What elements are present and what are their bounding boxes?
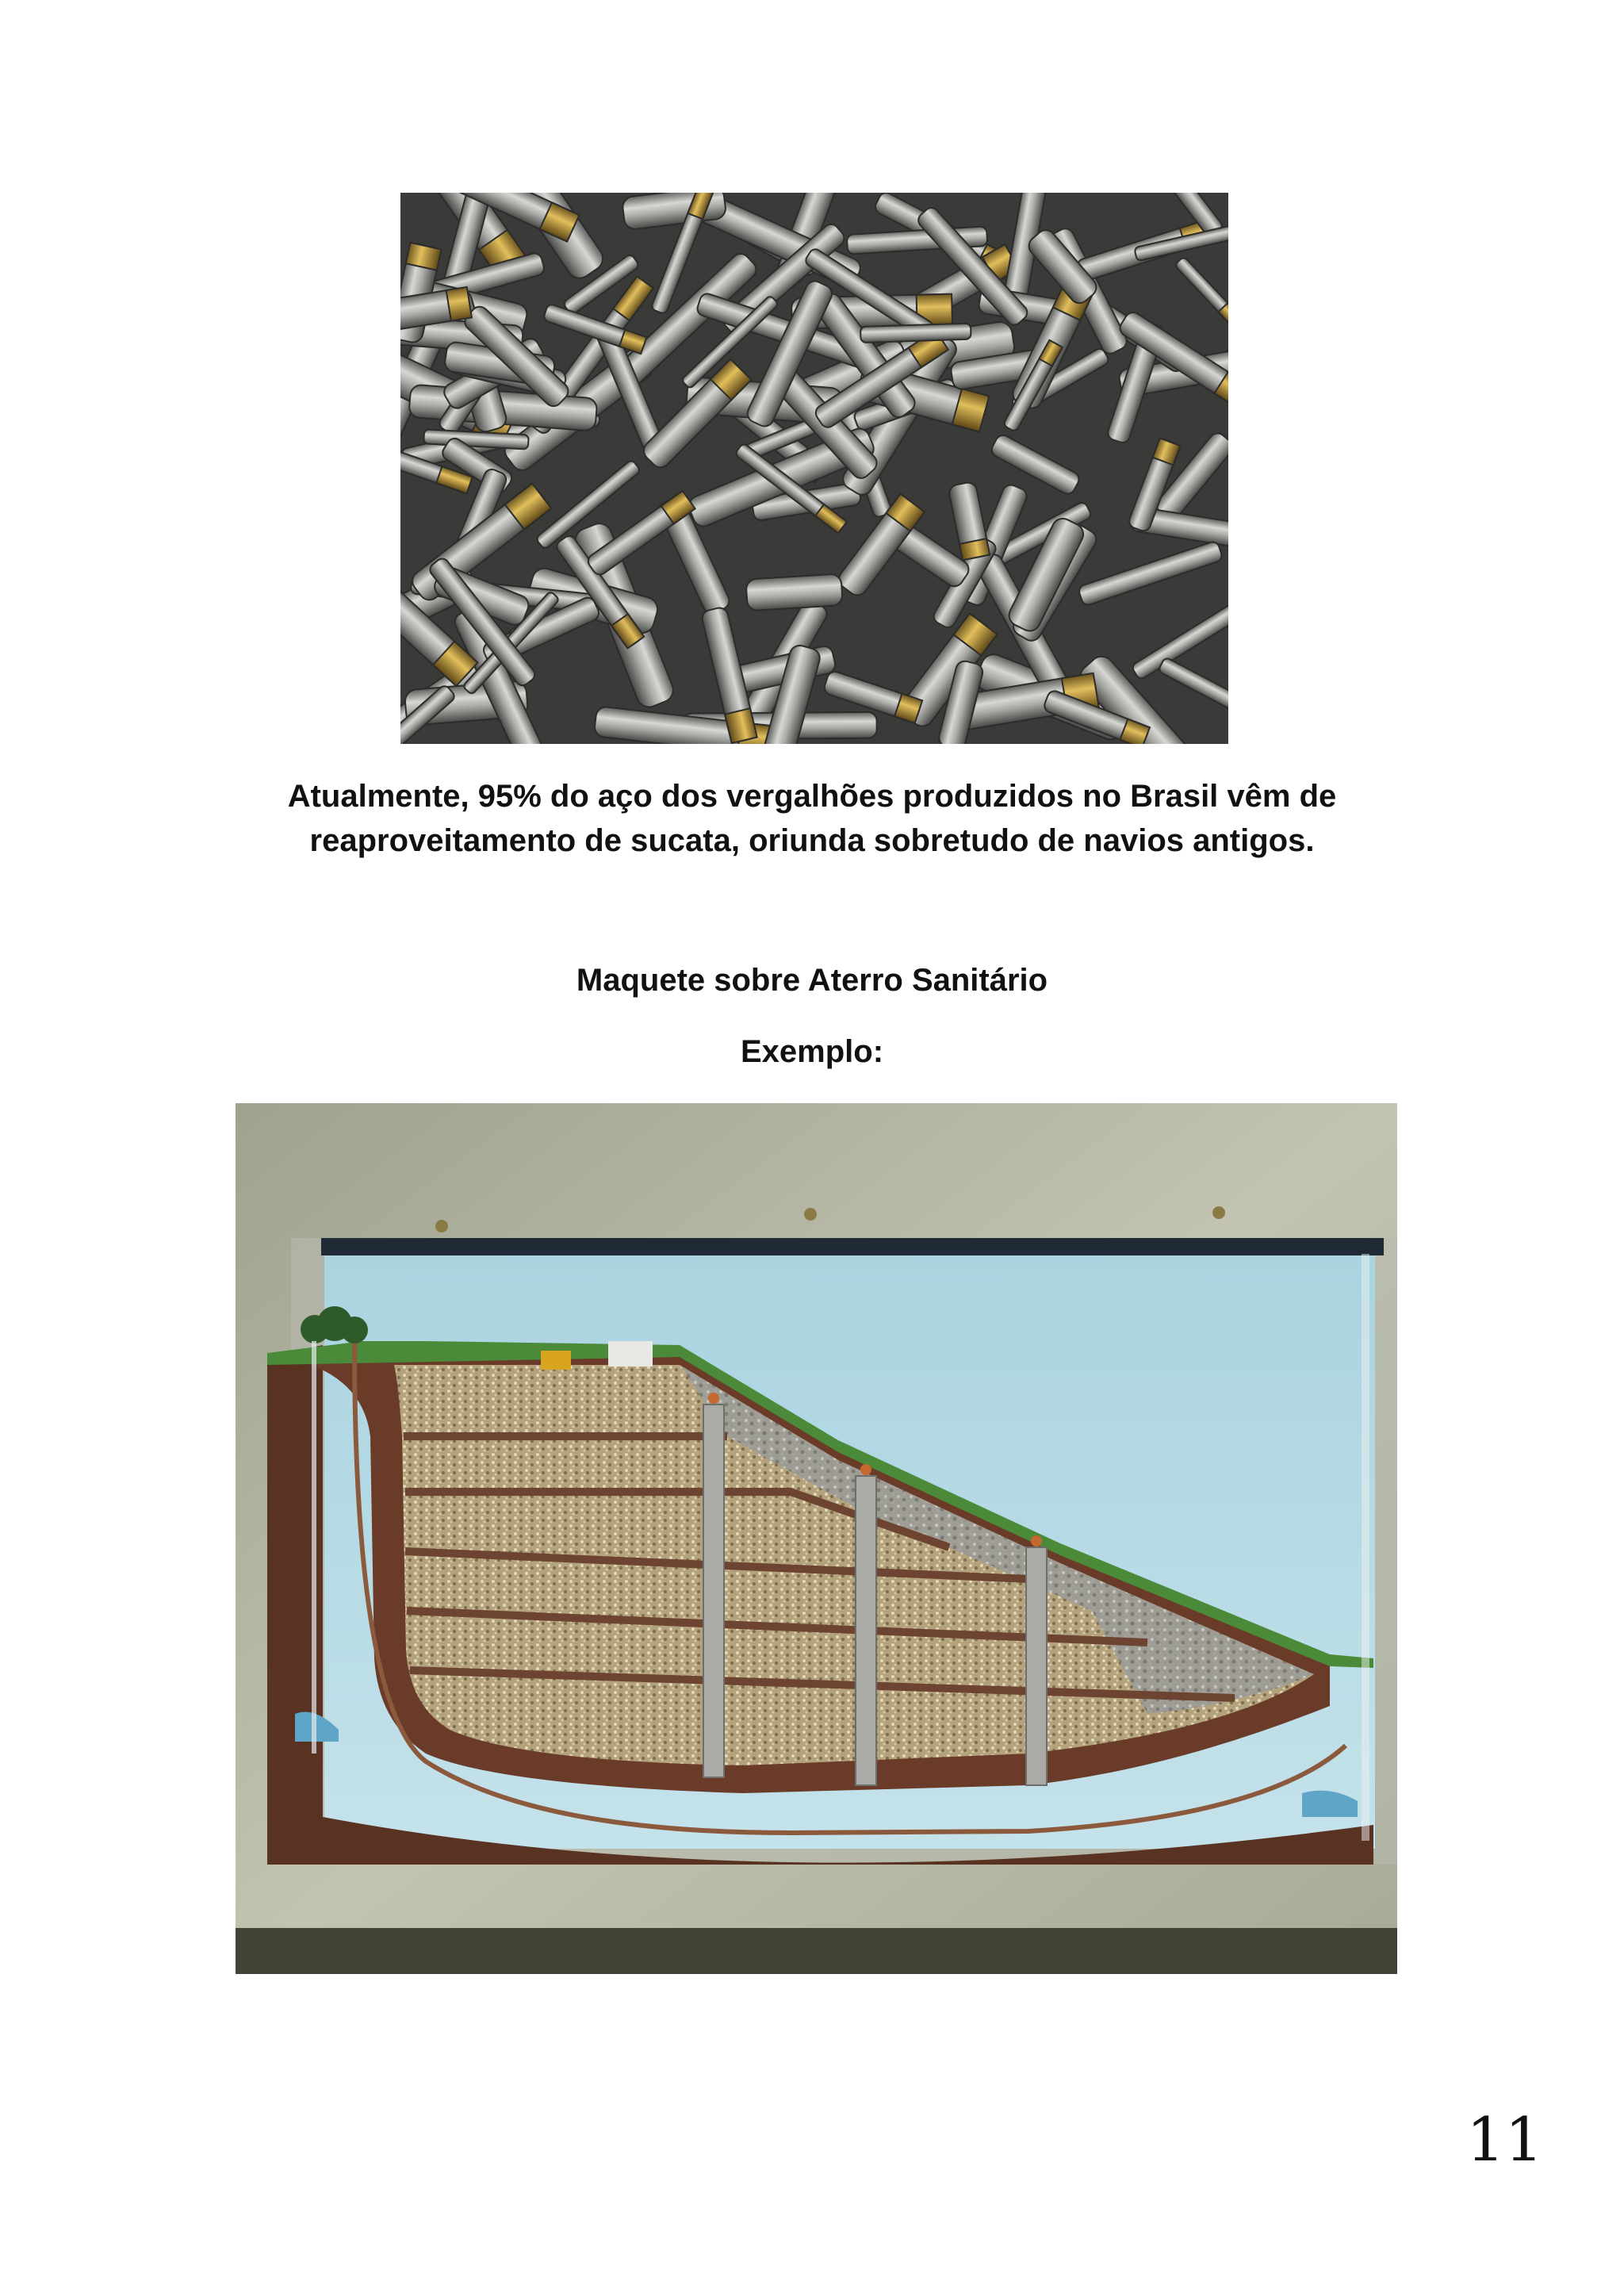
example-label: Exemplo: bbox=[740, 1034, 884, 1069]
scrap-caption bbox=[0, 774, 1624, 863]
section-title: Maquete sobre Aterro Sanitário bbox=[576, 963, 1048, 998]
bulldozer-model bbox=[541, 1351, 571, 1370]
steel-rod bbox=[860, 324, 971, 343]
steel-rod bbox=[745, 573, 842, 611]
landfill-model-image bbox=[236, 1103, 1397, 1974]
scrap-caption-line-1: Atualmente, 95% do aço dos vergalhões produzidos no Brasil vêm de bbox=[287, 779, 1337, 814]
scrap-steel-image bbox=[400, 193, 1228, 744]
landfill-model-photo bbox=[236, 1103, 1397, 1974]
scrap-caption-line-2: reaproveitamento de sucata, oriunda sobretudo de navios antigos. bbox=[309, 823, 1315, 858]
scrap-steel-photo bbox=[400, 193, 1228, 744]
page-number: 11 bbox=[1466, 2104, 1543, 2175]
case-top-rail bbox=[321, 1238, 1384, 1255]
truck-model bbox=[608, 1341, 653, 1366]
